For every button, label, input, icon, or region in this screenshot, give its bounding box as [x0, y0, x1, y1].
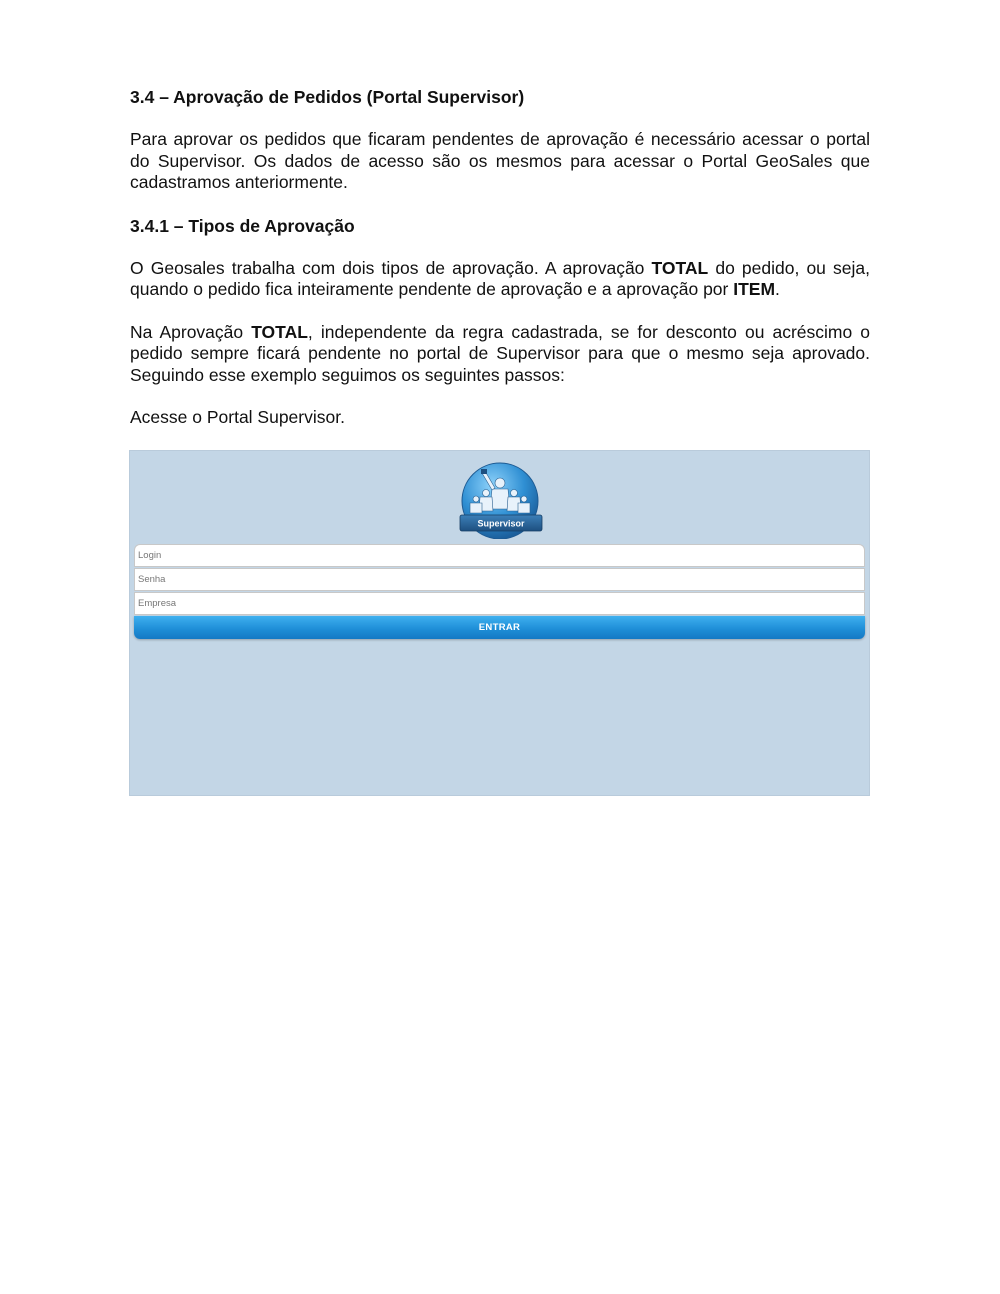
login-placeholder: Login	[138, 550, 162, 561]
senha-field[interactable]	[134, 568, 865, 591]
access-instruction: Acesse o Portal Supervisor.	[130, 407, 345, 427]
senha-placeholder: Senha	[138, 574, 166, 585]
portal-screenshot	[129, 450, 870, 796]
logo-label: Supervisor	[477, 518, 525, 529]
entrar-button[interactable]: ENTRAR	[134, 616, 865, 639]
login-form	[134, 544, 865, 639]
intro-paragraph: Para aprovar os pedidos que ficaram pendentes de aprovação é necessário acessar o portal do Supervisor. Os dados de acesso são os mesmos para acessar o Portal GeoSales que cadastramos anteriormente.	[130, 129, 870, 192]
supervisor-logo	[456, 459, 546, 539]
document-page	[130, 86, 870, 429]
empresa-field[interactable]	[134, 592, 865, 615]
section-heading: 3.4 – Aprovação de Pedidos (Portal Supervisor)	[130, 87, 525, 107]
empresa-placeholder: Empresa	[138, 598, 177, 609]
approval-types-paragraph: O Geosales trabalha com dois tipos de aprovação. A aprovação TOTAL do pedido, ou seja, quando o pedido fica inteiramente pendente de aprovação e a aprovação por ITEM.	[130, 257, 870, 299]
login-field[interactable]	[134, 544, 865, 567]
subsection-heading: 3.4.1 – Tipos de Aprovação	[130, 215, 355, 236]
total-approval-paragraph: Na Aprovação TOTAL, independente da regra cadastrada, se for desconto ou acréscimo o pedido sempre ficará pendente no portal de Supervisor para que o mesmo seja aprovado. Seguindo esse exemplo seguimos os seguintes passos:	[130, 321, 871, 385]
